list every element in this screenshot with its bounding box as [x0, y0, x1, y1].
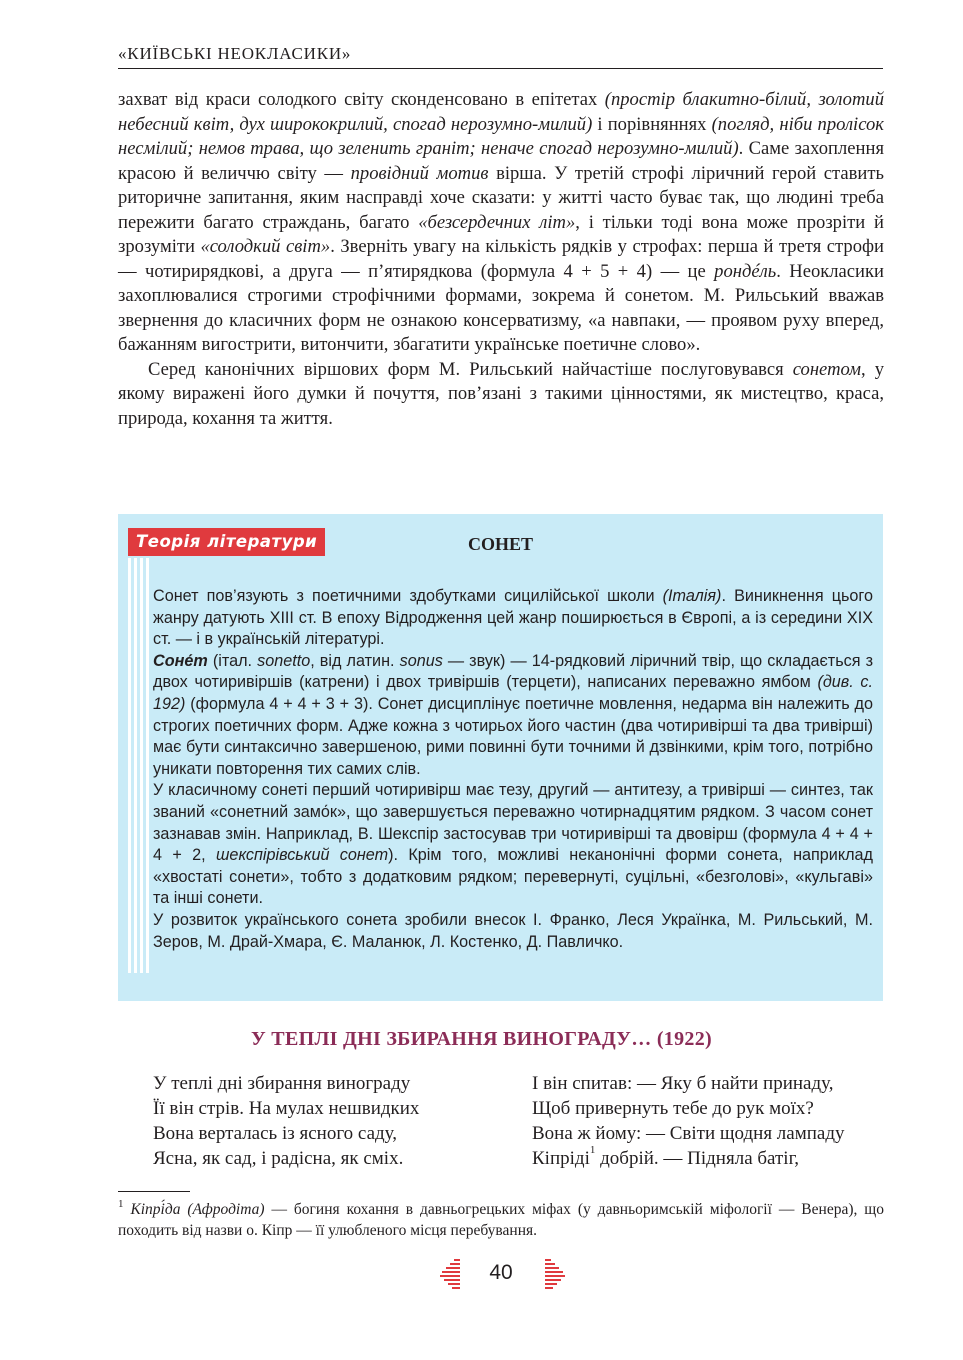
theory-title: СОНЕТ	[468, 534, 534, 554]
poem-line: Вона ж йому: — Світи щодня лампаду	[532, 1123, 845, 1144]
page-ornament-left-icon	[440, 1257, 462, 1291]
poem-stanza-left	[153, 1071, 419, 1171]
poem-line: Щоб привернуть тебе до рук моїх?	[532, 1098, 814, 1119]
poem-stanza-right	[532, 1071, 845, 1171]
theory-tag: Теорія літератури	[128, 528, 325, 556]
main-text	[118, 88, 884, 431]
theory-box	[118, 514, 883, 1001]
footnote-divider	[118, 1191, 190, 1192]
poem-line: І він спитав: — Яку б найти принаду,	[532, 1073, 834, 1094]
poem-line: Ясна, як сад, і радісна, як сміх.	[153, 1148, 404, 1169]
theory-paragraph-2: Соне́т (італ. sonetto, від латин. sonus — звук) — 14-рядковий ліричний твір, що складається з двох чотиривіршів (катрени) і двох тривіршів (терцети), написаних переважно ямбом (див. с. 192) (формула 4 + 4 + 3 + 3). Сонет дисциплінує поетичне мовлення, недарма він належить до строгих поетичних форм. Адже кожна з чотирьох його частин (два чотиривірші та два тривірші) має бути синтаксично завершеною, рими повинні бути точними й дзвінкими, крім того, потрібно уникати повторення тих самих слів.	[153, 651, 873, 778]
poem-title: У ТЕПЛІ ДНІ ЗБИРАННЯ ВИНОГРАДУ… (1922)	[251, 1028, 712, 1050]
decorative-stripes	[128, 558, 150, 973]
footnote: $^1$ Кіпрі́да (Афродіта) — богиня кохання в давньогрецьких міфах (у давньоримській міфології — Венера), що походить від назви о. Кіпр — її улюбленого місця перебування.	[118, 1198, 884, 1239]
running-header: «КИЇВСЬКІ НЕОКЛАСИКИ»	[118, 44, 883, 69]
poem-line: Кіпріді$^1$ добрій. — Підняла батіг,	[532, 1144, 799, 1169]
footnote-ref[interactable]: 1	[589, 1144, 596, 1156]
page-ornament-right-icon	[543, 1257, 565, 1291]
paragraph-1: захват від краси солодкого світу сконденсовано в епітетах (простір блакитно-білий, золотий небесний квіт, дух ширококрилий, спогад нерозумно-милий) і порівняннях (погляд, ніби пролісок несмілий; немов трава, що зеленить граніт; неначе спогад нерозумно-милий). Саме захоплення красою й величчю світу — провідний мотив вірша. У третій строфі ліричний герой ставить риторичне запитання, яким насправді хоче сказати: у житті часто буває так, що людині треба пережити багато страждань, багато «безсердечних літ», і тільки тоді вона може прозріти й зрозуміти «солодкий світ». Зверніть увагу на кількість рядків у строфах: перша й третя строфи — чотирирядкові, а друга — п’ятирядкова (формула 4 + 5 + 4) — це рондéль. Неокласики захоплювалися строгими строфічними формами, зокрема й сонетом. М. Рильський вважав звернення до класичних форм не ознакою консерватизму, «а навпаки, — проявом руху вперед, бажанням вигострити, витончити, збагатити українське поетичне слово».	[118, 89, 885, 355]
theory-paragraph-1: Сонет пов’язують з поетичними здобутками сицилійської школи (Італія). Виникнення цього жанру датують XIII ст. В епоху Відродження цей жанр поширюється в Європі, а із середини XIX ст. — і в українській літературі.	[153, 587, 873, 649]
theory-text	[153, 586, 873, 953]
theory-paragraph-3: У класичному сонеті перший чотиривірш має тезу, другий — антитезу, а тривірші — синтез, так званий «сонетний замо́к», що завершується переважно чотирнадцятим рядком. З часом сонет зазнавав змін. Наприклад, В. Шекспір застосував три чотиривірші та двовірш (формула 4 + 4 + 4 + 2, шекспірівський сонет). Крім того, можливі неканонічні форми сонета, наприклад «хвостаті сонети», тобто з додатковим рядком; перевернуті, суцільні, «безголові», «кульгаві» та інші сонети.	[153, 781, 873, 908]
page-number: 40	[489, 1261, 513, 1284]
poem-line: Її він стрів. На мулах нешвидких	[153, 1098, 420, 1119]
theory-paragraph-4: У розвиток українського сонета зробили внесок І. Франко, Леся Українка, М. Рильський, М. Зеров, М. Драй-Хмара, Є. Маланюк, Л. Костенко, Д. Павличко.	[153, 910, 873, 951]
paragraph-2: Серед канонічних віршових форм М. Рильський найчастіше послуговувався сонетом, у якому виражені його думки й почуття, пов’язані з такими цінностями, як мистецтво, краса, природа, кохання та життя.	[118, 358, 884, 429]
poem-line: Вона верталась із ясного саду,	[153, 1123, 398, 1144]
poem-line: У теплі дні збирання винограду	[153, 1073, 411, 1094]
